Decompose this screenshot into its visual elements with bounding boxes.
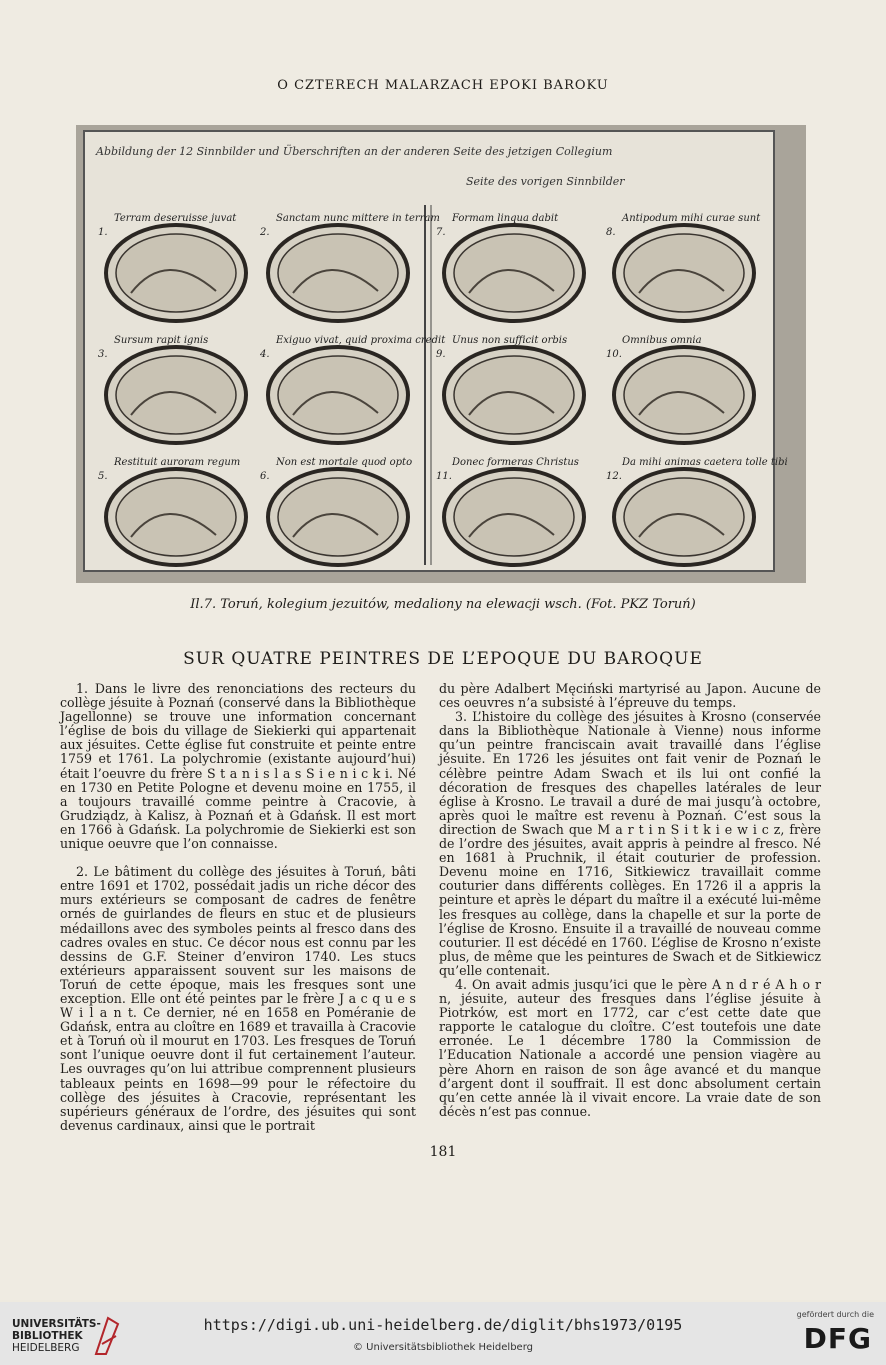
medallion-number: 1. [98, 227, 108, 238]
medallion-motto: Non est mortale quod opto [276, 457, 413, 468]
medallion-number: 10. [606, 349, 622, 360]
paragraph-3: 3. L’histoire du collège des jésuites à Krosno (conservée dans la Bibliothèque Nationale à Vienne) nous informe qu’un peintre franciscain avait travaillé dans l’église jésuite. En 1726 les jésuites ont fait venir de Poznań le célèbre peintre Adam Swach et ils lui ont confié la décoration de fresques des chapelles latérales de leur église à Krosno. Le travail a duré de mai jusqu’à octobre, après quoi le maître est revenu à Poznań. C’est sous la direction de Swach que M a r t i n S i t k i e w i c z, frère de l’ordre des jésuites, avait appris à peindre al fresco. Né en 1681 à Pruchnik, il était couturier de profession. Devenu moine en 1716, Sitkiewicz travaillait comme couturier dans différents collèges. En 1726 il a appris la peinture et après le départ du maître il a exécuté lui-même les fresques au collège, dans la chapelle et sur la porte de l’église de Krosno. Ensuite il a travaillé de nouveau comme couturier. Il est décédé en 1760. L’église de Krosno n’existe plus, de même que les peintures de Swach et de Sitkiewicz qu’elle contenait. [439, 709, 821, 978]
medallion-motto: Antipodum mihi curae sunt [622, 213, 761, 224]
medallion-number: 4. [260, 349, 270, 360]
medallion-number: 7. [436, 227, 446, 238]
running-head: O CZTERECH MALARZACH EPOKI BAROKU [277, 78, 609, 93]
paragraph-1: 1. Dans le livre des renonciations des recteurs du collège jésuite à Poznań (conservé dans la Bibliothèque Jagellonne) se trouve une information concernant l’église de bois du village de Siekierki qui appartenait aux jésuites. Cette église fut construite et peinte entre 1759 et 1761. La polychromie (existante aujourd’hui) était l’oeuvre du frère S t a n i s l a s S i e n i c k i. Né en 1730 en Petite Pologne et devenu moine en 1755, il a toujours travaillé comme peintre à Cracovie, à Grudziądz, à Kalisz, à Poznań et à Gdańsk. Il est mort en 1766 à Gdańsk. La polychromie de Siekierki est son unique oeuvre que l’on connaisse. [60, 681, 416, 852]
plate-header-left: Abbildung der 12 Sinnbilder und Überschriften an der anderen Seite des jetzigen Collegium [96, 145, 613, 158]
paragraph-2-continued: du père Adalbert Męciński martyrisé au Japon. Aucune de ces oeuvres n’a subsisté à l’épreuve du temps. [439, 681, 821, 711]
medallions-left [98, 213, 446, 565]
medallion-motto: Restituit auroram regum [114, 457, 241, 468]
library-logo[interactable]: UNIVERSITÄTS- BIBLIOTHEK HEIDELBERG [12, 1318, 101, 1354]
medallion-motto: Sursum rapit ignis [114, 335, 209, 346]
medallion-number: 2. [260, 227, 270, 238]
medallion-number: 6. [260, 471, 270, 482]
funded-by-label: gefördert durch die [796, 1310, 874, 1319]
medallion-number: 8. [606, 227, 616, 238]
medallion-motto: Terram deseruisse juvat [114, 213, 237, 224]
copyright-notice: © Universitätsbibliothek Heidelberg [352, 1342, 533, 1353]
medallion-motto: Formam linqua dabit [452, 213, 559, 224]
paragraph-4: 4. On avait admis jusqu’ici que le père A n d r é A h o r n, jésuite, auteur des fresques dans l’église jésuite à Piotrków, est mort en 1772, car c’est cette date que rapporte le catalogue du cloître. C’est toutefois une date erronée. Le 1 décembre 1780 la Commission de l’Education Nationale a accordé une pension viagère au père Ahorn en raison de son âge avancé et du manque d’argent dont il souffrait. Il est donc absolument certain qu’en cette année là il vivait encore. La vraie date de son décès n’est pas connue. [439, 976, 821, 1119]
medallion-motto: Exiguo vivat, quid proxima credit [276, 335, 446, 346]
medallion-motto: Donec formeras Christus [452, 457, 579, 468]
right-column [439, 682, 821, 1119]
medallion-number: 12. [606, 471, 622, 482]
footer-bar [0, 1302, 886, 1365]
medallion-number: 9. [436, 349, 446, 360]
page-number: 181 [429, 1144, 457, 1160]
medallion-motto: Unus non sufficit orbis [452, 335, 568, 346]
medallion-number: 11. [436, 471, 452, 482]
article-title: SUR QUATRE PEINTRES DE L’EPOQUE DU BAROQUE [183, 649, 703, 669]
medallion-drawing [76, 125, 806, 583]
figure-caption: Il.7. Toruń, kolegium jezuitów, medaliony na elewacji wsch. (Fot. PKZ Toruń) [190, 597, 696, 612]
plate-header-right: Seite des vorigen Sinnbilder [466, 175, 625, 188]
medallion-motto: Omnibus omnia [622, 335, 702, 346]
medallion-plate-figure [76, 125, 806, 583]
left-column [60, 682, 416, 1133]
paragraph-2: 2. Le bâtiment du collège des jésuites à Toruń, bâti entre 1691 et 1702, possédait jadis un riche décor des murs extérieurs se composant de cadres de fenêtre ornés de guirlandes de fleurs en stuc et de plusieurs médaillons avec des symboles peints al fresco dans des cadres ovales en stuc. Ce décor nous est connu par les dessins de G.F. Steiner d’environ 1740. Les stucs extérieurs apparaissent souvent sur les maisons de Toruń de cette époque, mais les fresques sont une exception. Elle ont été peintes par le frère J a c q u e s W i l a n t. Ce dernier, né en 1658 en Poméranie de Gdańsk, entra au cloître en 1689 et travailla à Cracovie et à Toruń où il mourut en 1703. Les fresques de Toruń sont l’unique oeuvre dont il fut certainement l’auteur. Les ouvrages qu’on lui attribue comprennent plusieurs tableaux peints en 1698—99 pour le réfectoire du collège des jésuites à Cracovie, représentant les supérieurs généraux de l’ordre, des jésuites qui sont devenus cardinaux, ainsi que le portrait [60, 864, 416, 1133]
medallion-motto: Sanctam nunc mittere in terram [276, 213, 440, 224]
medallion-number: 3. [98, 349, 108, 360]
medallion-motto: Da mihi animas caetera tolle tibi [622, 457, 788, 468]
medallion-number: 5. [98, 471, 108, 482]
permalink-url[interactable]: https://digi.ub.uni-heidelberg.de/diglit/bhs1973/0195 [203, 1316, 683, 1334]
dfg-logo[interactable]: DFG [803, 1322, 872, 1355]
